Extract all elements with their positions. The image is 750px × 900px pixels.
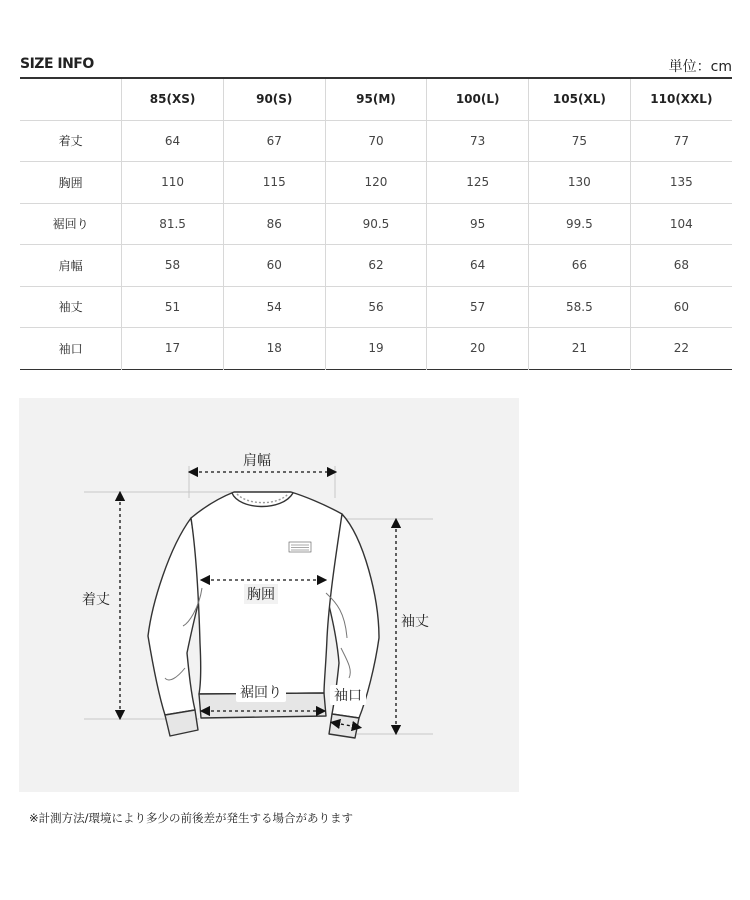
table-cell: 120	[325, 162, 427, 204]
table-header-cell: 90(S)	[223, 78, 325, 120]
hem-label: 裾回り	[236, 682, 286, 702]
table-cell: 56	[325, 286, 427, 328]
table-cell: 64	[427, 245, 529, 287]
row-label: 裾回り	[20, 203, 122, 245]
table-cell: 21	[529, 328, 631, 370]
table-cell: 99.5	[529, 203, 631, 245]
section-title: SIZE INFO	[20, 56, 94, 72]
table-cell: 86	[223, 203, 325, 245]
table-row	[20, 203, 732, 245]
table-header-cell: 100(L)	[427, 78, 529, 120]
table-cell: 115	[223, 162, 325, 204]
table-header-cell: 85(XS)	[122, 78, 224, 120]
table-cell: 77	[630, 120, 732, 162]
table-cell: 18	[223, 328, 325, 370]
table-cell: 64	[122, 120, 224, 162]
table-cell: 75	[529, 120, 631, 162]
table-cell: 68	[630, 245, 732, 287]
table-row	[20, 245, 732, 287]
table-cell: 125	[427, 162, 529, 204]
row-label: 着丈	[20, 120, 122, 162]
row-label: 胸囲	[20, 162, 122, 204]
table-cell: 90.5	[325, 203, 427, 245]
table-cell: 66	[529, 245, 631, 287]
table-row	[20, 162, 732, 204]
table-cell: 58.5	[529, 286, 631, 328]
body-length-label: 着丈	[79, 589, 113, 609]
table-cell: 22	[630, 328, 732, 370]
sleeve-length-label: 袖丈	[398, 611, 432, 631]
shoulder-width-label: 肩幅	[240, 450, 274, 470]
row-label: 袖丈	[20, 286, 122, 328]
table-cell: 110	[122, 162, 224, 204]
table-cell: 54	[223, 286, 325, 328]
table-cell: 51	[122, 286, 224, 328]
table-cell: 60	[223, 245, 325, 287]
table-cell: 70	[325, 120, 427, 162]
measurement-note: ※計測方法/環境により多少の前後差が発生する場合があります	[29, 811, 354, 825]
table-cell: 81.5	[122, 203, 224, 245]
size-info-header	[20, 52, 732, 76]
table-cell: 58	[122, 245, 224, 287]
table-cell: 19	[325, 328, 427, 370]
table-header-cell	[20, 78, 122, 120]
table-row	[20, 286, 732, 328]
table-header-cell: 110(XXL)	[630, 78, 732, 120]
table-cell: 73	[427, 120, 529, 162]
table-header-cell: 95(M)	[325, 78, 427, 120]
table-cell: 17	[122, 328, 224, 370]
table-cell: 20	[427, 328, 529, 370]
table-row	[20, 328, 732, 370]
table-cell: 130	[529, 162, 631, 204]
brand-logo-icon	[289, 542, 311, 552]
measurement-diagram	[19, 398, 519, 792]
table-header-row	[20, 78, 732, 120]
row-label: 袖口	[58, 341, 83, 356]
size-table	[20, 77, 732, 370]
table-cell: 104	[630, 203, 732, 245]
unit-label: 単位：cm	[668, 59, 732, 75]
table-row	[20, 120, 732, 162]
table-cell: 135	[630, 162, 732, 204]
table-cell: 60	[630, 286, 732, 328]
row-label: 肩幅	[20, 245, 122, 287]
table-cell: 67	[223, 120, 325, 162]
cuff-label: 袖口	[330, 685, 366, 705]
table-cell: 62	[325, 245, 427, 287]
table-cell: 95	[427, 203, 529, 245]
table-cell: 57	[427, 286, 529, 328]
table-header-cell: 105(XL)	[529, 78, 631, 120]
chest-label: 胸囲	[244, 584, 278, 604]
